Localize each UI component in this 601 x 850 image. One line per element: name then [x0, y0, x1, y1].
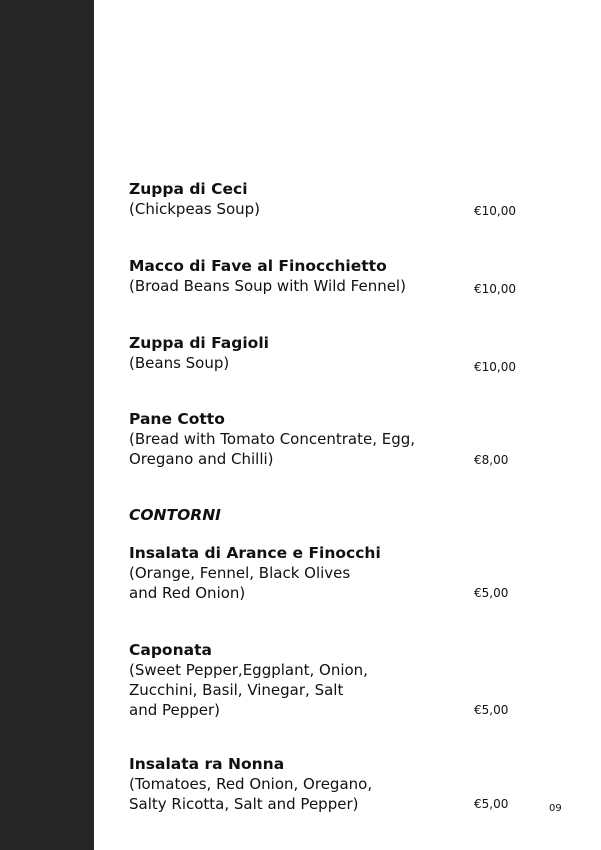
item-price: €5,00	[474, 797, 509, 811]
item-description: (Chickpeas Soup)	[129, 200, 261, 218]
menu-item-zuppa-di-fagioli	[129, 333, 529, 373]
item-price: €10,00	[474, 282, 516, 296]
side-band	[0, 0, 94, 850]
item-description: (Orange, Fennel, Black Olives and Red Onion)	[129, 564, 351, 602]
item-name: Insalata ra Nonna	[129, 755, 285, 773]
item-price: €5,00	[474, 703, 509, 717]
section-heading-contorni: CONTORNI	[129, 506, 221, 524]
item-description: (Broad Beans Soup with Wild Fennel)	[129, 277, 406, 295]
item-description: (Beans Soup)	[129, 354, 230, 372]
menu-item-insalata-ra-nonna	[129, 754, 529, 814]
item-name: Pane Cotto	[129, 410, 225, 428]
menu-item-zuppa-di-ceci	[129, 179, 529, 219]
item-description: (Sweet Pepper,Eggplant, Onion, Zucchini, Basil, Vinegar, Salt and Pepper)	[129, 661, 368, 719]
item-price: €10,00	[474, 204, 516, 218]
item-description: (Tomatoes, Red Onion, Oregano, Salty Ricotta, Salt and Pepper)	[129, 775, 373, 813]
item-name: Zuppa di Ceci	[129, 180, 248, 198]
menu-item-pane-cotto	[129, 409, 529, 469]
item-name: Caponata	[129, 641, 212, 659]
page-number: 09	[549, 803, 562, 814]
item-name: Macco di Fave al Finocchietto	[129, 257, 387, 275]
item-description: (Bread with Tomato Concentrate, Egg, Oregano and Chilli)	[129, 430, 416, 468]
item-price: €8,00	[474, 453, 509, 467]
menu-item-insalata-arance-finocchi	[129, 543, 529, 603]
item-price: €5,00	[474, 586, 509, 600]
item-name: Insalata di Arance e Finocchi	[129, 544, 381, 562]
item-name: Zuppa di Fagioli	[129, 334, 269, 352]
menu-item-macco-di-fave	[129, 256, 529, 296]
menu-item-caponata	[129, 640, 529, 720]
item-price: €10,00	[474, 360, 516, 374]
